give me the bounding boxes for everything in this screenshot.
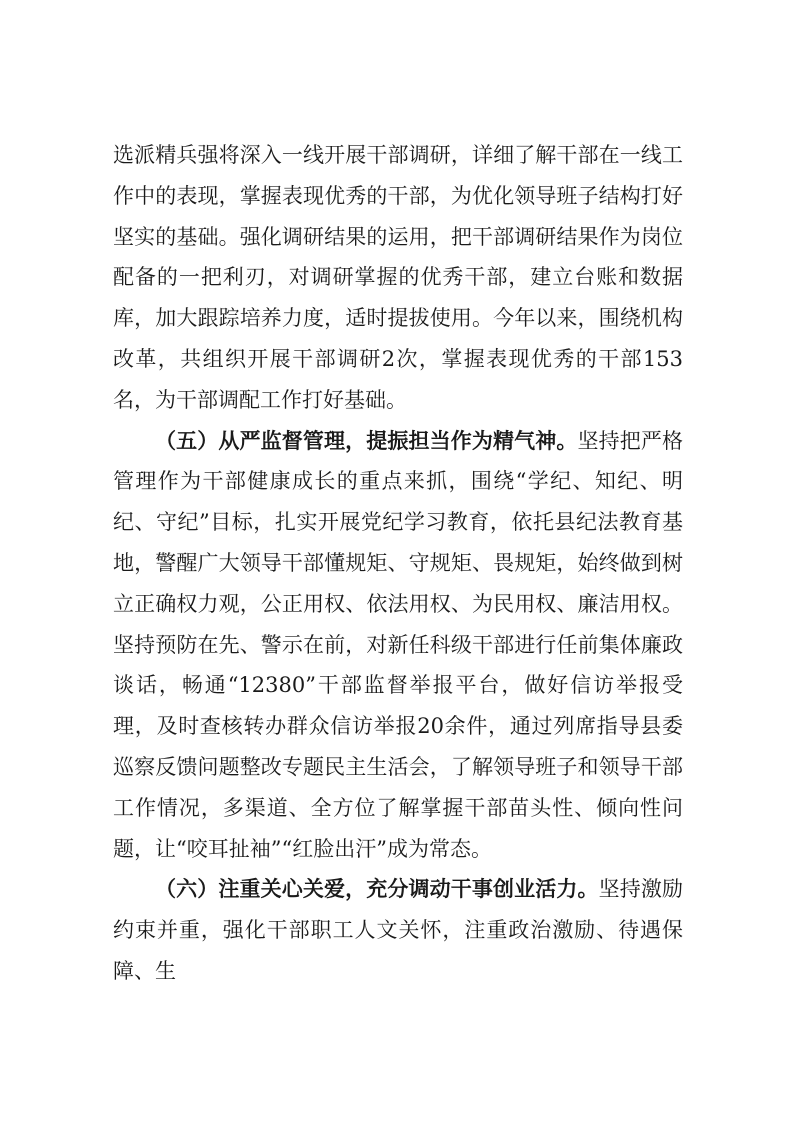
paragraph-strict-supervision <box>113 421 683 870</box>
section-heading-6: （六）注重关心关爱，充分调动干事创业活力。 <box>155 876 599 902</box>
paragraph-text: 坚持激励约束并重，强化干部职工人文关怀，注重政治激励、待遇保障、生 <box>113 877 683 983</box>
paragraph-cadre-research <box>113 135 683 421</box>
paragraph-care-and-motivation <box>113 869 683 991</box>
paragraph-text: 坚持把严格管理作为干部健康成长的重点来抓，围绕“学纪、知纪、明纪、守纪”目标，扎实开展党纪学习教育，依托县纪法教育基地，警醒广大领导干部懂规矩、守规矩、畏规矩，始终做到树立正确权力观，公正用权、依法用权、为民用权、廉洁用权。坚持预防在先、警示在前，对新任科级干部进行任前集体廉政谈话，畅通“12380”干部监督举报平台，做好信访举报受理，及时查核转办群众信访举报20余件，通过列席指导县委巡察反馈问题整改专题民主生活会，了解领导班子和领导干部工作情况，多渠道、全方位了解掌握干部苗头性、倾向性问题，让“咬耳扯袖”“红脸出汗”成为常态。 <box>113 428 683 861</box>
section-heading-5: （五）从严监督管理，提振担当作为精气神。 <box>155 427 578 453</box>
document-body <box>113 135 683 992</box>
paragraph-text: 选派精兵强将深入一线开展干部调研，详细了解干部在一线工作中的表现，掌握表现优秀的干部，为优化领导班子结构打好坚实的基础。强化调研结果的运用，把干部调研结果作为岗位配备的一把利刃，对调研掌握的优秀干部，建立台账和数据库，加大跟踪培养力度，适时提拔使用。今年以来，围绕机构改革，共组织开展干部调研2次，掌握表现优秀的干部153名，为干部调配工作打好基础。 <box>113 143 683 412</box>
